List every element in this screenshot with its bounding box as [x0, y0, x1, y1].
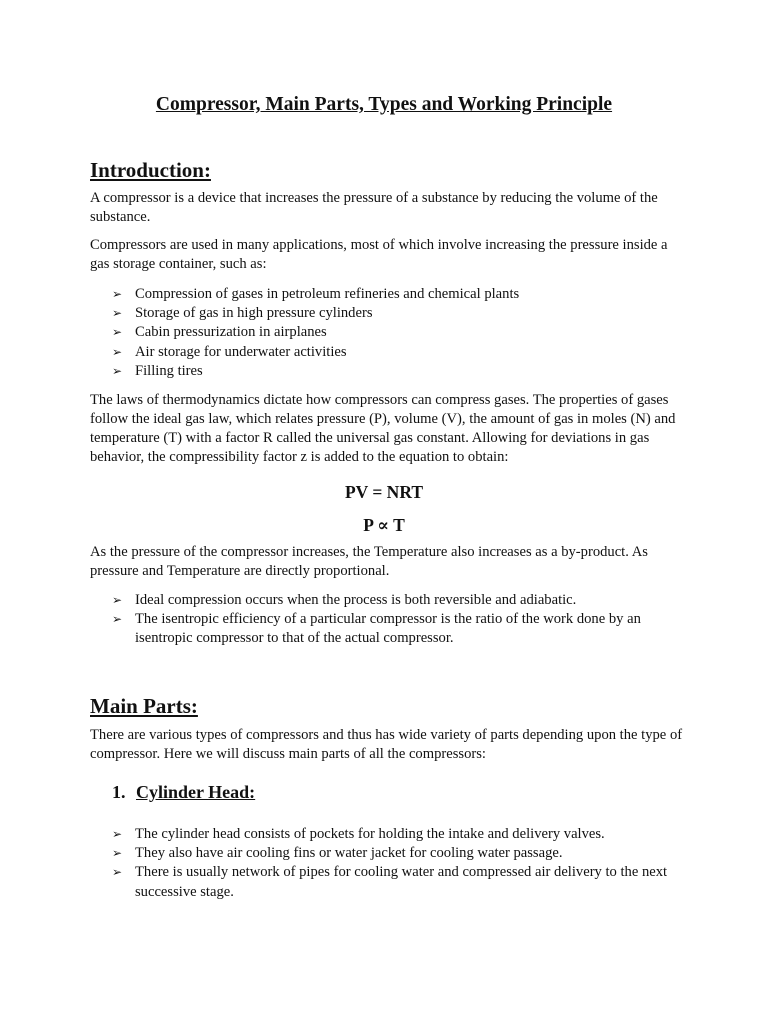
list-item: ➢ There is usually network of pipes for cooling water and compressed air delivery to the next successive stage. — [112, 864, 668, 900]
arrow-bullet-icon: ➢ — [112, 865, 123, 880]
list-item: ➢ Cabin pressurization in airplanes — [112, 323, 682, 342]
arrow-bullet-icon: ➢ — [112, 306, 123, 321]
document-title: Compressor, Main Parts, Types and Working Principle — [155, 94, 613, 115]
arrow-bullet-icon: ➢ — [112, 612, 123, 627]
arrow-bullet-icon: ➢ — [112, 363, 123, 378]
compression-notes-list — [112, 591, 682, 649]
intro-paragraph-2: Compressors are used in many applications, most of which involve increasing the pressure inside a gas storage container, such as: — [90, 237, 668, 272]
main-parts-heading: Main Parts: — [90, 694, 198, 718]
list-item: ➢ Ideal compression occurs when the process is both reversible and adiabatic. — [112, 591, 682, 610]
section-title: Cylinder Head: — [136, 782, 256, 802]
arrow-bullet-icon: ➢ — [112, 593, 123, 607]
cylinder-head-heading — [112, 780, 255, 804]
list-item: ➢ The cylinder head consists of pockets for holding the intake and delivery valves. — [112, 825, 682, 844]
arrow-bullet-icon: ➢ — [112, 344, 123, 359]
arrow-bullet-icon: ➢ — [112, 827, 123, 841]
section-number: 1. — [112, 782, 126, 802]
list-item: ➢ The isentropic efficiency of a particular compressor is the ratio of the work done by an isentropic compressor to that of the actual compressor. — [112, 611, 641, 647]
thermodynamics-paragraph: The laws of thermodynamics dictate how compressors can compress gases. The properties of gases follow the ideal gas law, which relates pressure (P), volume (V), the amount of gas in moles (N) and temperature (T) with a factor R called the universal gas constant. Allowing for deviations in gas behavior, the compressibility factor z is added to the equation to obtain: — [90, 392, 676, 465]
list-item: ➢ Compression of gases in petroleum refineries and chemical plants — [112, 285, 682, 304]
ideal-gas-equation: PV = NRT — [344, 482, 424, 502]
list-item: ➢ Air storage for underwater activities — [112, 343, 682, 362]
applications-list — [112, 285, 682, 381]
pressure-temperature-paragraph: As the pressure of the compressor increases, the Temperature also increases as a by-product. As pressure and Temperature are directly proportional. — [90, 544, 648, 579]
list-item: ➢ Storage of gas in high pressure cylinders — [112, 304, 682, 323]
arrow-bullet-icon: ➢ — [112, 846, 123, 861]
main-parts-paragraph: There are various types of compressors and thus has wide variety of parts depending upon the type of compressor. Here we will discuss main parts of all the compressors: — [90, 727, 683, 762]
arrow-bullet-icon: ➢ — [112, 325, 123, 340]
arrow-bullet-icon: ➢ — [112, 287, 123, 301]
introduction-heading: Introduction: — [90, 158, 211, 182]
intro-paragraph-1: A compressor is a device that increases the pressure of a substance by reducing the volume of the substance. — [90, 190, 658, 225]
list-item: ➢ They also have air cooling fins or water jacket for cooling water passage. — [112, 844, 682, 863]
cylinder-head-list — [112, 825, 682, 902]
list-item: ➢ Filling tires — [112, 362, 682, 381]
proportionality-equation: P ∝ T — [363, 515, 405, 535]
